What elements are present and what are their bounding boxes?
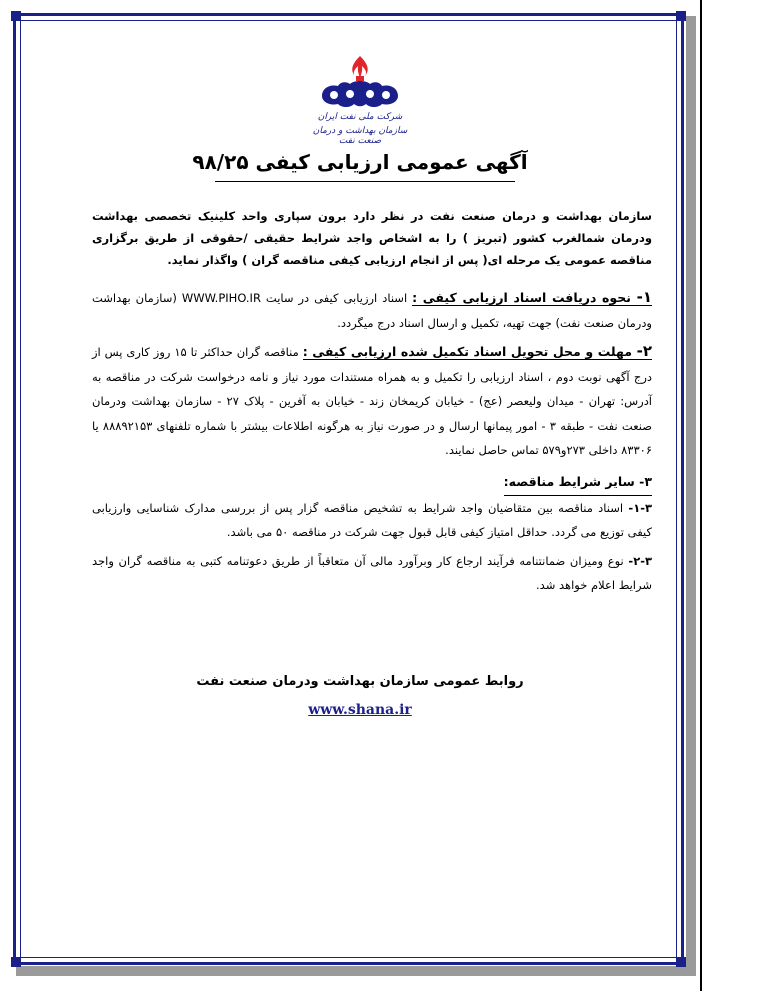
section-1-text-after: (سازمان بهداشت ودرمان صنعت نفت) جهت تهیه، تکمیل و ارسال اسناد درج میگردد. [92,291,652,330]
frame-corner [676,11,686,21]
section-2-heading [303,344,652,360]
section-2-text: مناقصه گران حداکثر تا ۱۵ روز کاری پس از درج آگهی نوبت دوم ، اسناد ارزیابی را تکمیل و به همراه مستندات مورد نیاز و نامه درخواست شرکت در مناقصه به آدرس: تهران - میدان ولیعصر (عج) - خیابان کریمخان زند - خیابان به آفرین - پلاک ۲۷ - سازمان بهداشت ودرمان صنعت نفت - طبقه ۳ - امور پیمانها ارسال و در صورت نیاز به هرگونه اطلاعات بیشتر با شماره تلفنهای ۸۸۸۹۲۱۵۳ یا ۸۳۳۰۶ داخلی ۲۷۳و۵۷۹ تماس حاصل نمایند. [92,345,653,457]
section-1-heading-text: نحوه دریافت اسناد ارزیابی کیفی : [412,290,631,305]
frame-shadow-right [686,16,696,976]
frame-corner [11,957,21,967]
frame-corner [11,11,21,21]
section-1-heading [412,290,652,306]
section-1-website: WWW.PIHO.IR [181,291,261,305]
section-3-item-2 [92,549,652,598]
frame-shadow-bottom [16,966,696,976]
page-edge-rule [700,0,702,991]
section-2-number: ۲- [636,342,653,360]
section-3-heading: ۳- سایر شرایط مناقصه: [504,469,652,496]
title-underline [215,181,515,182]
website-link[interactable]: www.shana.ir [308,702,412,718]
section-3-item-1-number: ۱-۳- [628,500,653,515]
nioc-flame-logo-icon [300,52,420,112]
section-2 [92,339,652,463]
section-3-item-1 [92,496,652,545]
section-3-item-2-text: نوع ومیزان ضمانتنامه فرآیند ارجاع کار وبرآورد مالی آن متعاقباً از طریق دعوتنامه کتبی به مناقصه گران واجد شرایط اعلام خواهد شد. [92,553,652,592]
section-1 [92,285,652,335]
section-2-heading-text: مهلت و محل تحویل اسناد تکمیل شده ارزیابی کیفی : [302,344,633,359]
public-relations-signature: روابط عمومی سازمان بهداشت ودرمان صنعت نفت [196,674,524,689]
section-1-number: ۱- [636,288,653,306]
logo-organization-name: سازمان بهداشت و درمان صنعت نفت [312,126,408,146]
intro-paragraph: سازمان بهداشت و درمان صنعت نفت در نظر دارد برون سپاری واحد کلینیک تخصصی بهداشت ودرمان شمالغرب کشور (تبریز ) را به اشخاص واجد شرایط حقیقی /حقوقی از طریق برگزاری مناقصه عمومی یک مرحله ای( پس از انجام ارزیابی کیفی مناقصه گران ) واگذار نماید. [92,209,652,267]
frame-corner [676,957,686,967]
company-logo [300,52,420,146]
section-3-item-1-text: اسناد مناقصه بین متقاضیان واجد شرایط به تشخیص مناقصه گزار پس از بررسی مدارک شناسایی وارزیابی کیفی توزیع می گردد. حداقل امتیاز کیفی قابل قبول جهت شرکت در مناقصه ۵۰ می باشد. [92,500,652,539]
page-title: آگهی عمومی ارزیابی کیفی ۹۸/۲۵ [192,150,528,174]
section-1-text-before: اسناد ارزیابی کیفی در سایت [265,291,408,305]
section-3-item-2-number: ۲-۳- [628,553,653,568]
announcement-body [92,205,652,602]
logo-company-name: شرکت ملی نفت ایران [317,112,403,122]
